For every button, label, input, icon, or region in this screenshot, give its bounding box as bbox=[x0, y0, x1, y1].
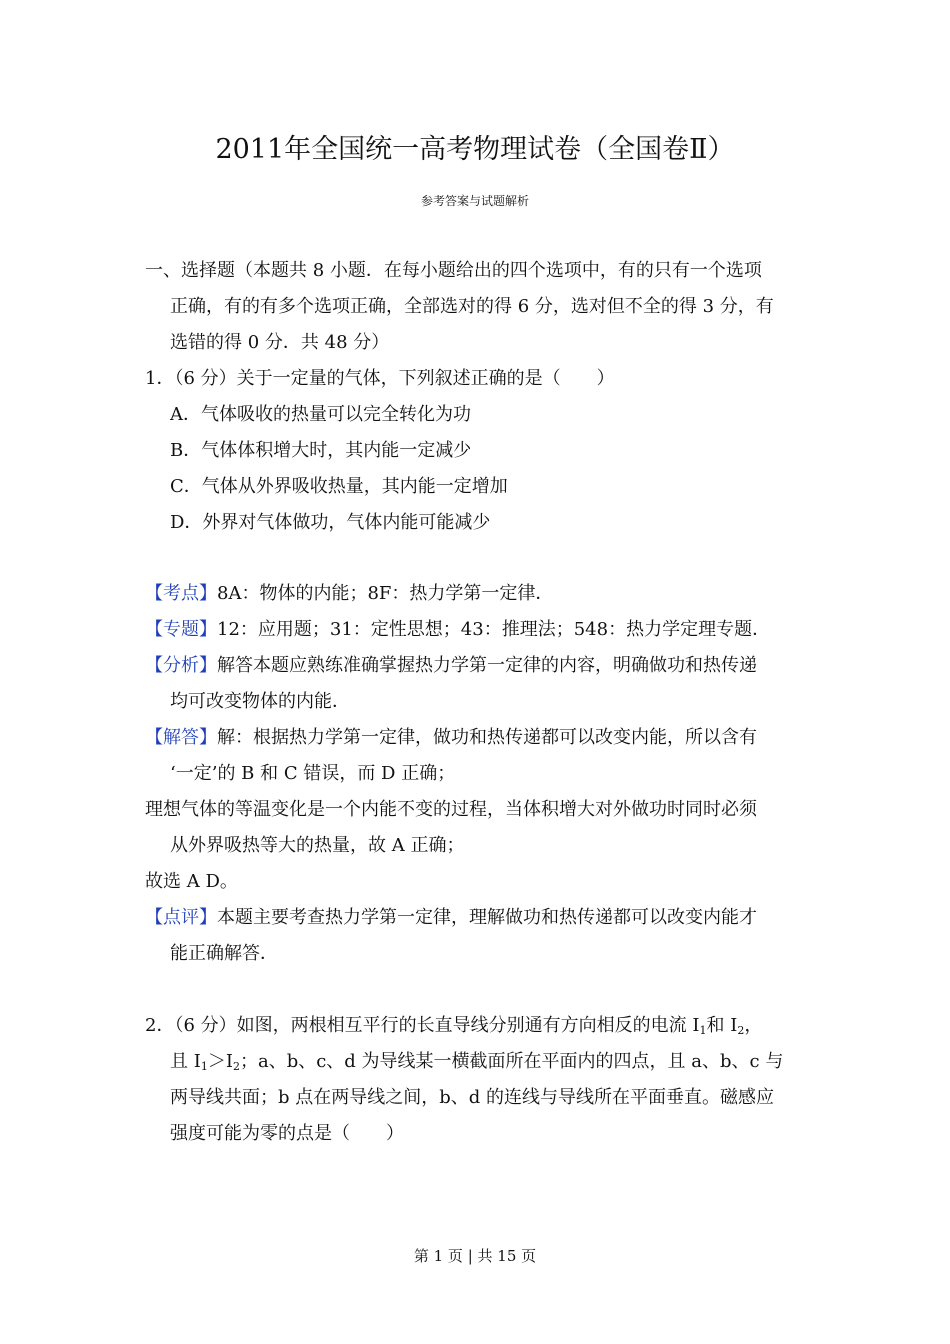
document-body bbox=[145, 253, 810, 1152]
jieda-line-5: 故选 A D。 bbox=[145, 871, 238, 892]
subscript: 1 bbox=[699, 1024, 707, 1037]
section-heading-line-3: 选错的得 0 分．共 48 分） bbox=[170, 332, 390, 353]
question-2-text: ；a、b、c、d 为导线某一横截面所在平面内的四点，且 a、b、c 与 bbox=[239, 1051, 784, 1072]
jieda-line-4: 从外界吸热等大的热量，故 A 正确； bbox=[170, 835, 465, 856]
fenxi-line-1 bbox=[145, 648, 810, 684]
question-2-line-4: 强度可能为零的点是（ ） bbox=[170, 1123, 404, 1144]
question-2-line-1 bbox=[145, 1008, 810, 1044]
question-2-line-3: 两导线共面；b 点在两导线之间，b、d 的连线与导线所在平面垂直。磁感应 bbox=[170, 1087, 775, 1108]
page-footer: 第 1 页 | 共 15 页 bbox=[413, 1247, 537, 1265]
kaodian-text: 8A：物体的内能；8F：热力学第一定律． bbox=[217, 583, 554, 604]
kaodian-tag: 【考点】 bbox=[145, 583, 217, 604]
document-subtitle: 参考答案与试题解析 bbox=[420, 194, 529, 208]
dianping-line-1 bbox=[145, 900, 810, 936]
dianping-tag: 【点评】 bbox=[145, 907, 217, 928]
jieda-line-1 bbox=[145, 720, 810, 756]
fenxi-text-1: 解答本题应熟练准确掌握热力学第一定律的内容，明确做功和热传递 bbox=[217, 655, 757, 676]
question-2-text: ， bbox=[744, 1015, 763, 1036]
dianping-text-1: 本题主要考查热力学第一定律，理解做功和热传递都可以改变内能才 bbox=[217, 907, 757, 928]
subscript: 2 bbox=[232, 1060, 240, 1073]
fenxi-tag: 【分析】 bbox=[145, 655, 217, 676]
question-1-option-c: C．气体从外界吸收热量，其内能一定增加 bbox=[170, 476, 508, 497]
jieda-tag: 【解答】 bbox=[145, 727, 217, 748]
question-2-text: ＞I bbox=[207, 1051, 233, 1072]
jieda-text-1: 解：根据热力学第一定律，做功和热传递都可以改变内能，所以含有 bbox=[217, 727, 757, 748]
question-2-line-2 bbox=[145, 1044, 810, 1080]
dianping-line-2: 能正确解答． bbox=[170, 943, 278, 964]
question-2-text: 2．（6 分）如图，两根相互平行的长直导线分别通有方向相反的电流 I bbox=[145, 1015, 700, 1036]
question-1-option-b: B．气体体积增大时，其内能一定减少 bbox=[170, 440, 472, 461]
document-title: 2011年全国统一高考物理试卷（全国卷Ⅱ） bbox=[215, 134, 735, 165]
spacer bbox=[145, 541, 810, 576]
jieda-line-3: 理想气体的等温变化是一个内能不变的过程，当体积增大对外做功时同时必须 bbox=[145, 799, 757, 820]
section-heading-line-2: 正确，有的有多个选项正确，全部选对的得 6 分，选对但不全的得 3 分，有 bbox=[170, 296, 774, 317]
zhuanti-text: 12：应用题；31：定性思想；43：推理法；548：热力学定理专题． bbox=[217, 619, 771, 640]
question-1-stem: 1．（6 分）关于一定量的气体，下列叙述正确的是（ ） bbox=[145, 368, 615, 389]
jieda-line-2: ‘一定’的 B 和 C 错误，而 D 正确； bbox=[170, 763, 456, 784]
question-2-text: 和 I bbox=[706, 1015, 738, 1036]
subscript: 1 bbox=[200, 1060, 208, 1073]
section-heading-line-1: 一、选择题（本题共 8 小题．在每小题给出的四个选项中，有的只有一个选项 bbox=[145, 260, 762, 281]
kaodian-line bbox=[145, 576, 810, 612]
fenxi-line-2: 均可改变物体的内能． bbox=[170, 691, 350, 712]
question-1-option-a: A．气体吸收的热量可以完全转化为功 bbox=[170, 404, 471, 425]
zhuanti-tag: 【专题】 bbox=[145, 619, 217, 640]
question-2-text: 且 I bbox=[170, 1051, 201, 1072]
zhuanti-line bbox=[145, 612, 810, 648]
subscript: 2 bbox=[737, 1024, 745, 1037]
question-1-option-d: D．外界对气体做功，气体内能可能减少 bbox=[170, 512, 491, 533]
spacer bbox=[145, 972, 810, 1008]
